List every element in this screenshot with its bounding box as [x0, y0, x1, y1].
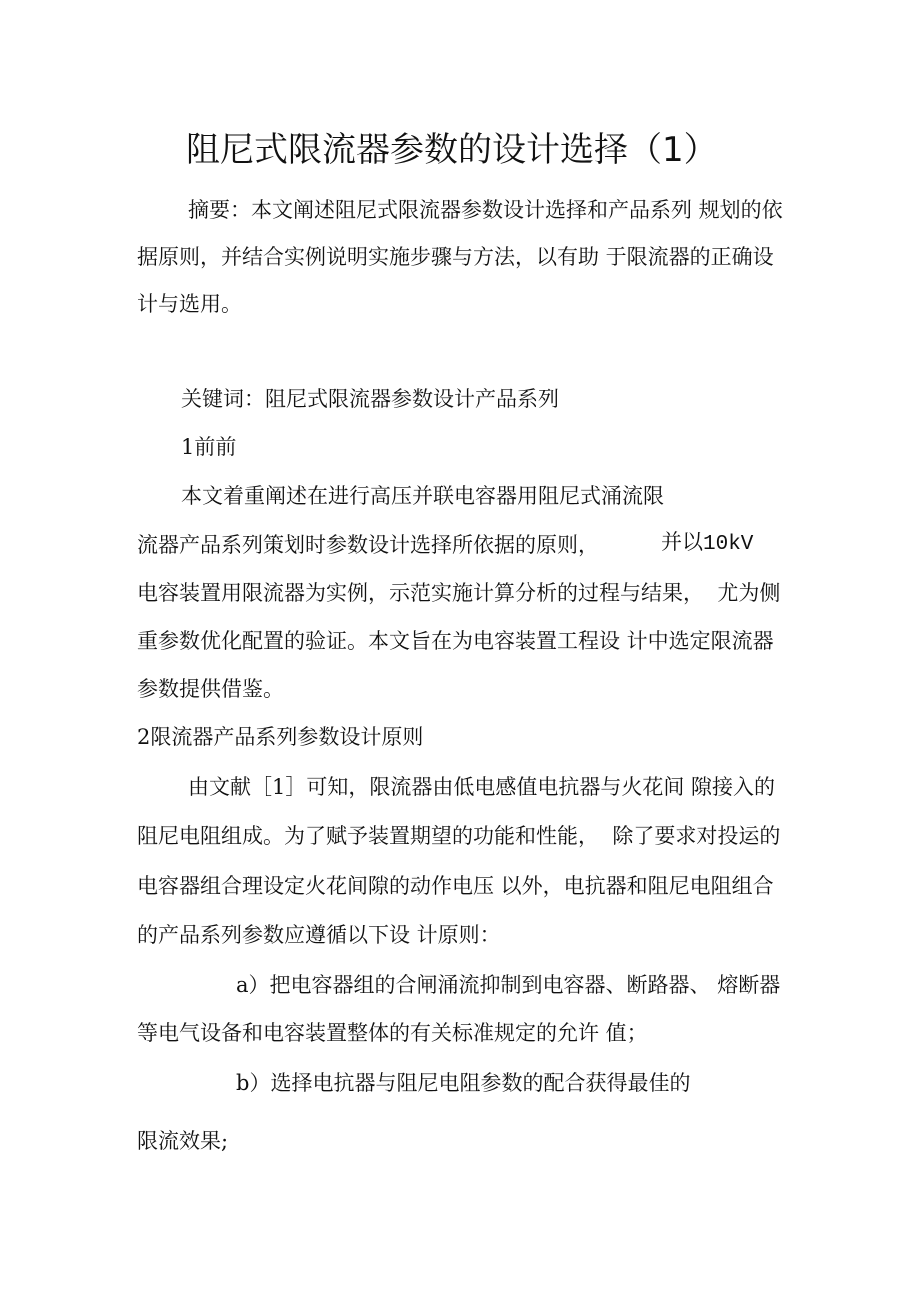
section-1-line-1: 本文着重阐述在进行高压并联电容器用阻尼式涌流限: [181, 484, 664, 508]
section-2-heading: 2限流器产品系列参数设计原则: [137, 725, 424, 749]
section-1-line-2b: 并以10kV: [661, 533, 754, 556]
section-1-line-5: 参数提供借鉴。: [137, 677, 284, 701]
section-2-para-line-2: 阻尼电阻组成。为了赋予装置期望的功能和性能， 除了要求对投运的: [137, 824, 781, 848]
keywords-line: 关键词：阻尼式限流器参数设计产品系列: [181, 387, 559, 411]
abstract-line-1: 摘要：本文阐述阻尼式限流器参数设计选择和产品系列 规划的依: [188, 198, 783, 222]
item-b-line-2: 限流效果;: [137, 1129, 229, 1153]
document-title: 阻尼式限流器参数的设计选择（1）: [186, 130, 718, 170]
item-a-line-2: 等电气设备和电容装置整体的有关标准规定的允许 值；: [137, 1021, 648, 1045]
item-a-line-1: a）把电容器组的合闸涌流抑制到电容器、断路器、 熔断器: [236, 973, 781, 997]
section-2-para-line-1: 由文献［1］可知，限流器由低电感值电抗器与火花间 隙接入的: [188, 775, 776, 799]
section-1-line-2a: 流器产品系列策划时参数设计选择所依据的原则，: [137, 533, 599, 557]
section-2-para-line-4: 的产品系列参数应遵循以下设 计原则：: [137, 923, 501, 947]
abstract-line-2: 据原则，并结合实例说明实施步骤与方法，以有助 于限流器的正确设: [137, 245, 774, 269]
section-1-line-4: 重参数优化配置的验证。本文旨在为电容装置工程设 计中选定限流器: [137, 629, 774, 653]
item-b-line-1: b）选择电抗器与阻尼电阻参数的配合获得最佳的: [236, 1071, 691, 1095]
section-1-line-3: 电容装置用限流器为实例，示范实施计算分析的过程与结果， 尤为侧: [137, 581, 781, 605]
abstract-line-3: 计与选用。: [137, 292, 242, 316]
section-2-para-line-3: 电容器组合理设定火花间隙的动作电压 以外，电抗器和阻尼电阻组合: [137, 874, 774, 898]
section-1-heading: 1前前: [181, 435, 237, 459]
